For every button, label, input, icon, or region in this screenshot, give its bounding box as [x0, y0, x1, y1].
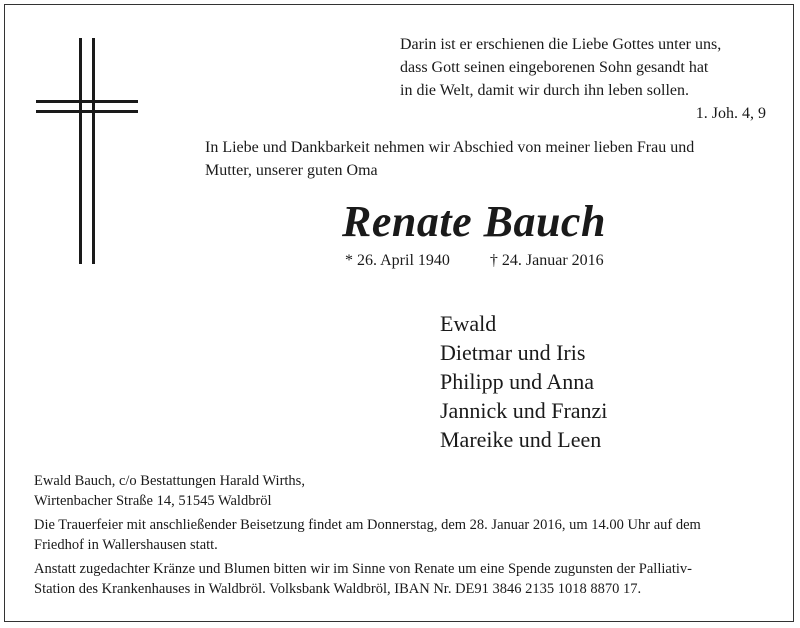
ceremony-info	[34, 516, 774, 555]
mourners-list	[440, 309, 607, 454]
intro-line: Mutter, unserer guten Oma	[205, 162, 378, 179]
footer-info	[34, 472, 774, 599]
mourner-name: Mareike und Leen	[440, 427, 602, 452]
verse-line: Darin ist er erschienen die Liebe Gottes unter uns,	[400, 36, 722, 53]
deceased-name: Renate Bauch	[342, 197, 606, 246]
ceremony-line: Die Trauerfeier mit anschließender Beisetzung findet am Donnerstag, dem 28. Januar 2016, um 14.00 Uhr auf dem	[34, 517, 701, 533]
mourner-name: Jannick und Franzi	[440, 398, 608, 423]
donation-line: Anstatt zugedachter Kränze und Blumen bitten wir im Sinne von Renate um eine Spende zugunsten der Palliativ-	[34, 561, 692, 577]
cross-icon	[36, 38, 138, 264]
verse-line: in die Welt, damit wir durch ihn leben sollen.	[400, 82, 690, 99]
verse-line: dass Gott seinen eingeborenen Sohn gesandt hat	[400, 59, 709, 76]
mourner-name: Dietmar und Iris	[440, 340, 586, 365]
address-line: Wirtenbacher Straße 14, 51545 Waldbröl	[34, 492, 272, 509]
death-date: † 24. Januar 2016	[489, 252, 604, 269]
birth-date: * 26. April 1940	[345, 252, 450, 269]
mourner-name: Ewald	[440, 311, 497, 336]
intro-line: In Liebe und Dankbarkeit nehmen wir Abschied von meiner lieben Frau und	[205, 139, 695, 156]
address-line: Ewald Bauch, c/o Bestattungen Harald Wirths,	[34, 473, 305, 489]
verse-reference: 1. Joh. 4, 9	[695, 105, 766, 122]
life-dates	[345, 250, 604, 272]
contact-address	[34, 472, 774, 511]
ceremony-line: Friedhof in Wallershausen statt.	[34, 536, 218, 553]
donation-line: Station des Krankenhauses in Waldbröl. Volksbank Waldbröl, IBAN Nr. DE91 3846 2135 1018 8870 17.	[34, 580, 642, 597]
bible-verse	[400, 33, 766, 125]
donation-info	[34, 560, 774, 599]
mourner-name: Philipp und Anna	[440, 369, 595, 394]
farewell-intro	[205, 136, 770, 182]
